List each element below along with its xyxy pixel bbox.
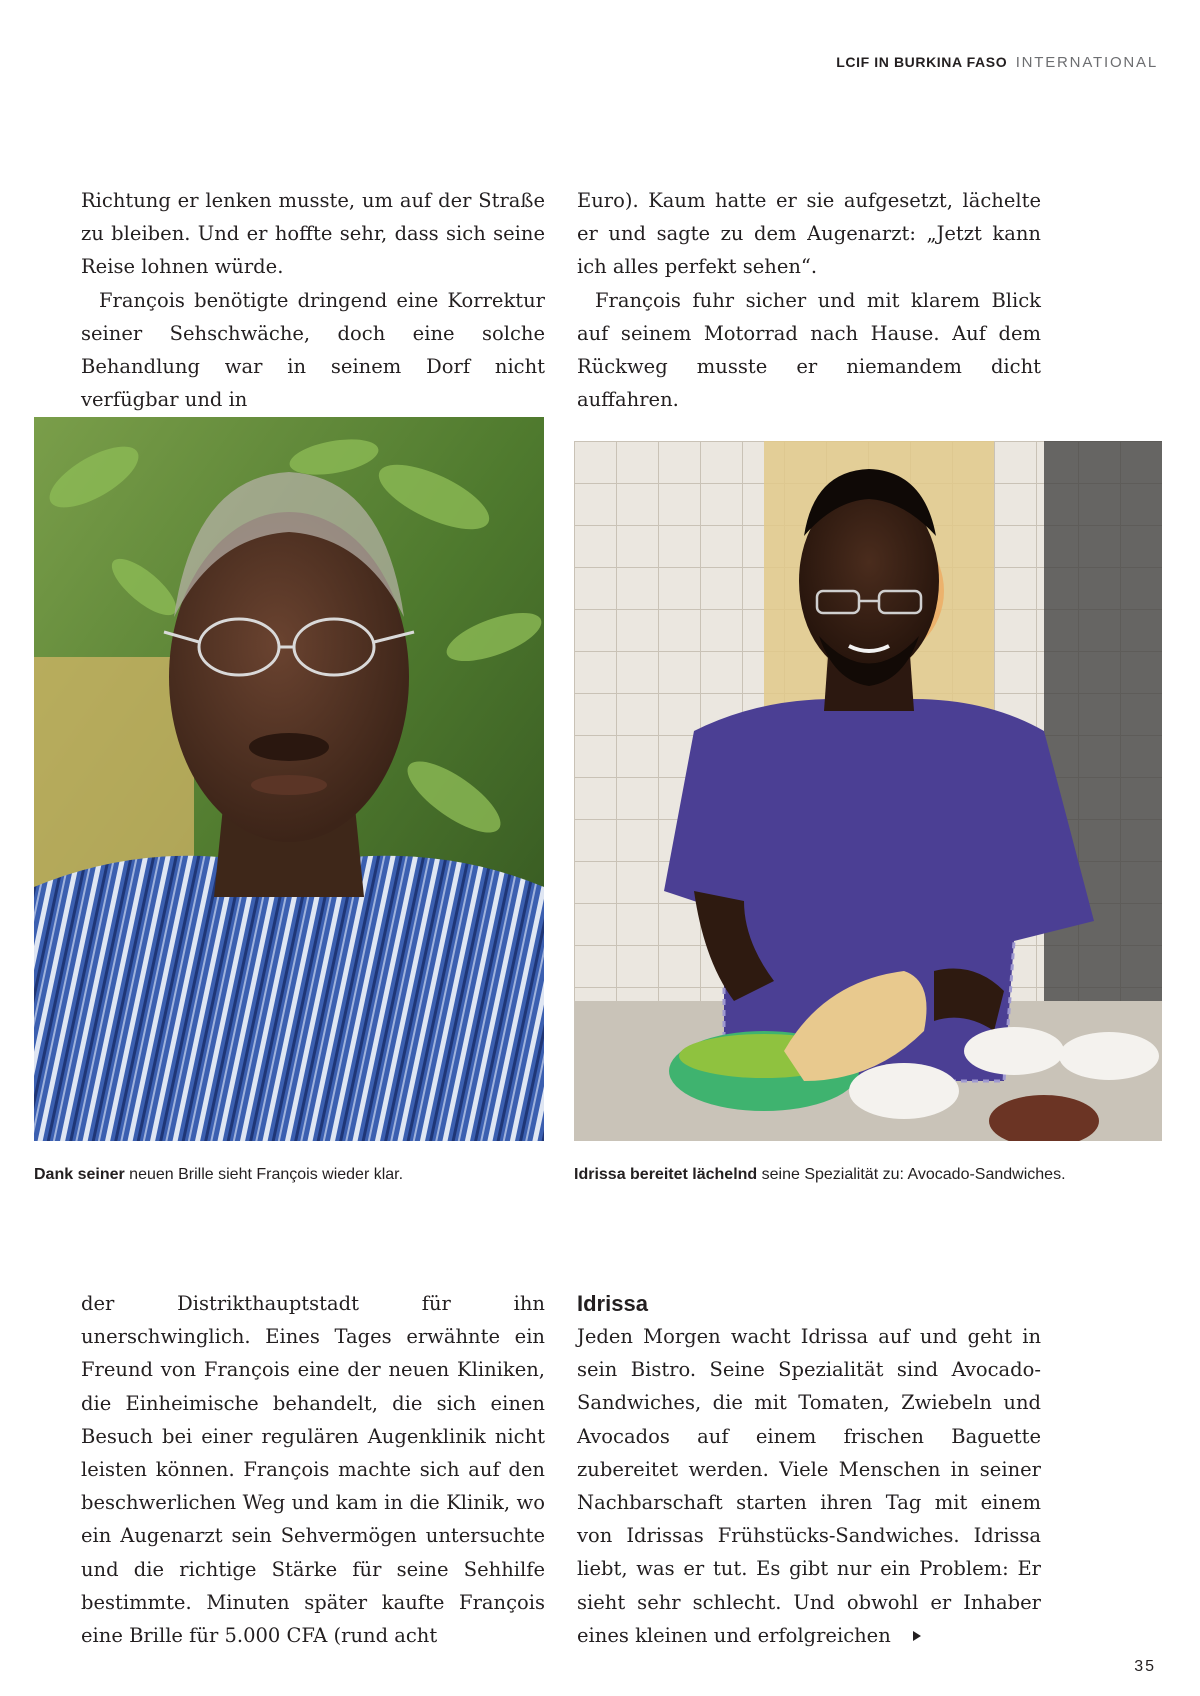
paragraph: François fuhr sicher und mit klarem Blick auf seinem Motorrad nach Hause. Auf dem Rückweg musste er niemandem dicht auffahren.	[577, 288, 1041, 412]
running-header	[836, 54, 1158, 71]
photo-francois	[34, 417, 544, 1141]
caption-text: seine Spezialität zu: Avocado-Sandwiches.	[757, 1166, 1066, 1183]
paragraph: François benötigte dringend eine Korrektur seiner Sehschwäche, doch eine solche Behandlung war in seinem Dorf nicht verfügbar und in	[81, 288, 545, 412]
header-category: INTERNATIONAL	[1015, 54, 1158, 71]
caption-francois	[34, 1166, 403, 1184]
header-section: LCIF IN BURKINA FASO	[836, 54, 1008, 70]
paragraph: Euro). Kaum hatte er sie aufgesetzt, lächelte er und sagte zu dem Augenarzt: „Jetzt kann ich alles perfekt sehen“.	[577, 189, 1041, 279]
caption-text: neuen Brille sieht François wieder klar.	[124, 1166, 404, 1183]
top-right-column	[577, 184, 1041, 416]
bottom-left-column	[81, 1287, 545, 1652]
caption-lead: Dank seiner	[34, 1166, 125, 1183]
photo-idrissa	[574, 441, 1162, 1141]
page-number: 35	[1134, 1658, 1156, 1675]
caption-lead: Idrissa bereitet lächelnd	[574, 1166, 758, 1183]
caption-idrissa	[574, 1166, 1066, 1184]
bottom-right-column	[577, 1287, 1041, 1652]
section-heading: Idrissa	[577, 1291, 648, 1316]
paragraph: der Distrikthauptstadt für ihn unerschwinglich. Eines Tages erwähnte ein Freund von François eine der neuen Kliniken, die Einheimische behandelt, die sich einen Besuch bei einer regulären Augenklinik nicht leisten können. François machte sich auf den beschwerlichen Weg und kam in die Klinik, wo ein Augenarzt sein Sehvermögen untersuchte und die richtige Stärke für seine Sehhilfe bestimmte. Minuten später kaufte François eine Brille für 5.000 CFA (rund acht	[81, 1292, 545, 1648]
paragraph: Richtung er lenken musste, um auf der Straße zu bleiben. Und er hoffte sehr, dass sich seine Reise lohnen würde.	[81, 189, 545, 279]
paragraph-text: Jeden Morgen wacht Idrissa auf und geht in sein Bistro. Seine Spezialität sind Avocado-Sandwiches, die mit Tomaten, Zwiebeln und Avocados auf einem frischen Baguette zubereitet werden. Viele Menschen in seiner Nachbarschaft starten ihren Tag mit einem von Idrissas Frühstücks-Sandwiches. Idrissa liebt, was er tut. Es gibt nur ein Problem: Er sieht sehr schlecht. Und obwohl er Inhaber eines kleinen und erfolgreichen	[577, 1325, 1041, 1647]
continue-arrow-icon	[913, 1631, 921, 1641]
top-left-column	[81, 184, 545, 416]
paragraph	[577, 1320, 1041, 1652]
